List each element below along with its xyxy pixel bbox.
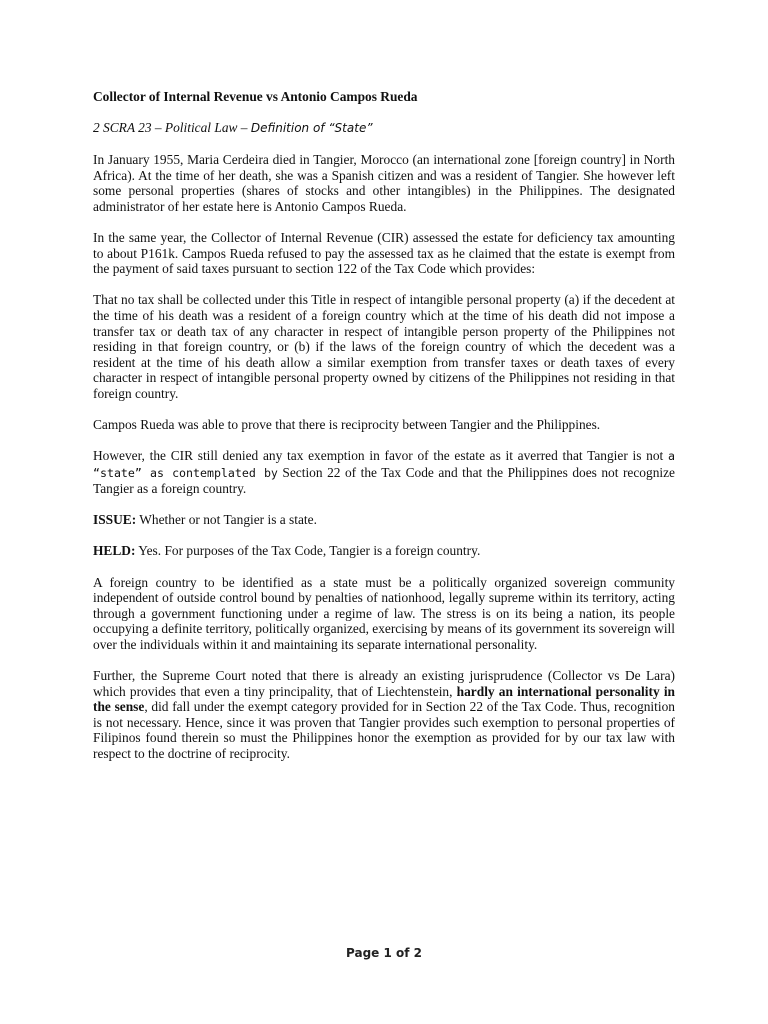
citation-topic: Definition of “State” bbox=[250, 121, 373, 136]
issue-paragraph bbox=[93, 512, 675, 528]
reciprocity-paragraph: Campos Rueda was able to prove that there is reciprocity between Tangier and the Philippines. bbox=[93, 417, 601, 432]
held-paragraph bbox=[93, 543, 675, 559]
document-body bbox=[93, 89, 675, 777]
conclusion-bold-text: hardly an international personality in the sense bbox=[93, 683, 675, 715]
page-number: Page 1 of 2 bbox=[346, 946, 422, 960]
assessment-paragraph: In the same year, the Collector of Internal Revenue (CIR) assessed the estate for deficiency tax amounting to about P161k. Campos Rueda refused to pay the assessed tax as he claimed that the estate is exempt from the payment of said taxes pursuant to section 122 of the Tax Code which provides: bbox=[93, 230, 675, 277]
issue-text: Whether or not Tangier is a state. bbox=[136, 512, 317, 528]
held-text: Yes. For purposes of the Tax Code, Tangier is a foreign country. bbox=[135, 543, 481, 559]
denial-text-3: Section 22 of the Tax Code and that the Philippines does not recognize Tangier as a foreign country. bbox=[93, 464, 676, 497]
held-label: HELD: bbox=[93, 543, 136, 559]
citation-text: 2 SCRA 23 – Political Law – bbox=[93, 120, 251, 136]
provision-paragraph: That no tax shall be collected under this Title in respect of intangible personal property (a) if the decedent at the time of his death was a resident of a foreign country which at the time of his death did not impose a transfer tax or death tax of any character in respect of intangible person property of the Philippines not residing in that foreign country, or (b) if the laws of the foreign country of which the decedent was a resident at the time of his death allow a similar exemption from transfer taxes or death taxes of every character in respect of intangible personal property owned by citizens of the Philippines not residing in that foreign country. bbox=[93, 292, 675, 401]
definition-paragraph: A foreign country to be identified as a state must be a politically organized sovereign community independent of outside control bound by penalties of nationhood, legally supreme within its territory, acting through a government functioning under a regime of law. The stress is on its being a nation, its people occupying a definite territory, politically organized, exercising by means of its government its sovereign will over the individuals within it and maintaining its separate international personality. bbox=[93, 574, 675, 652]
conclusion-paragraph bbox=[93, 668, 675, 762]
case-citation bbox=[93, 120, 675, 137]
denial-text-2: a “state” as contemplated by bbox=[93, 449, 675, 480]
conclusion-text-2: , did fall under the exempt category provided for in Section 22 of the Tax Code. Thus, recognition is not necessary. Hence, since it was proven that Tangier provides such exemption to personal properties of Filipinos found therein so must the Philippines honor the exemption as provided for by our tax law with respect to the doctrine of reciprocity. bbox=[93, 699, 675, 761]
issue-label: ISSUE: bbox=[93, 512, 137, 528]
facts-paragraph: In January 1955, Maria Cerdeira died in Tangier, Morocco (an international zone [foreign country] in North Africa). At the time of her death, she was a Spanish citizen and was a resident of Tangier. She however left some personal properties (shares of stocks and other intangibles) in the Philippines. The designated administrator of her estate here is Antonio Campos Rueda. bbox=[93, 152, 675, 214]
denial-text-1: However, the CIR still denied any tax exemption in favor of the estate as it averred that Tangier is not bbox=[93, 448, 669, 464]
case-title: Collector of Internal Revenue vs Antonio Campos Rueda bbox=[93, 89, 418, 104]
conclusion-text-1: Further, the Supreme Court noted that there is already an existing jurisprudence (Collector vs De Lara) which provides that even a tiny principality, that of Liechtenstein, bbox=[93, 668, 675, 699]
denial-paragraph bbox=[93, 448, 675, 497]
